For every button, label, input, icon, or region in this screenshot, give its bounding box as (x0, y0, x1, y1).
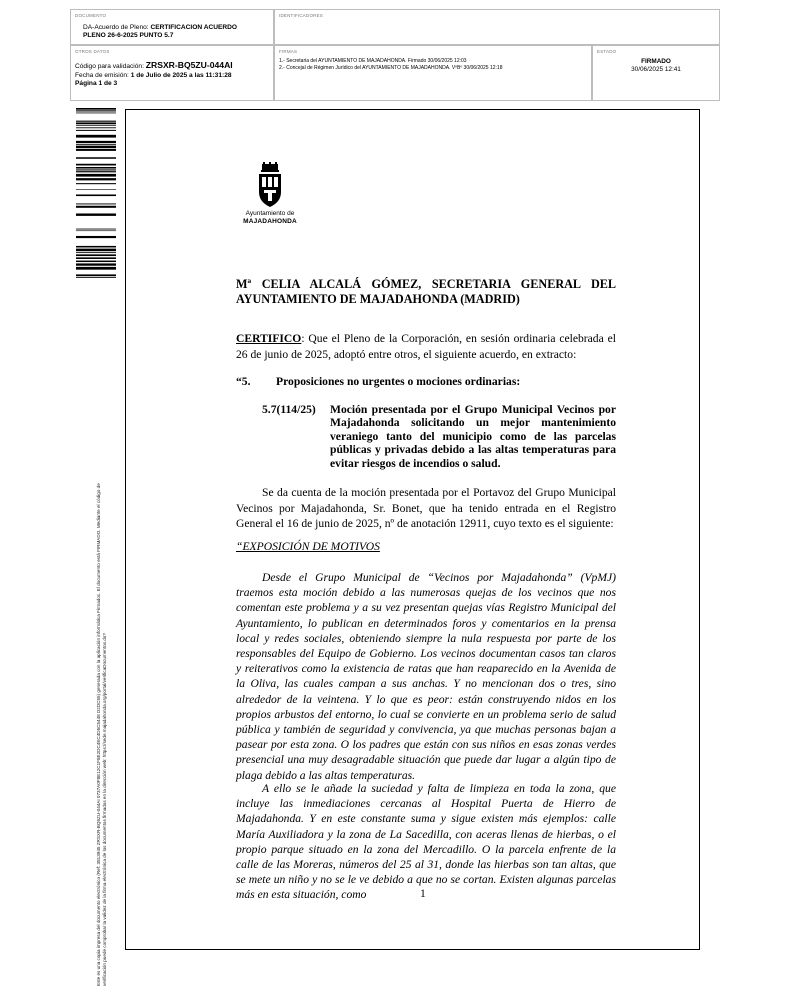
title-line-1: Mª CELIA ALCALÁ GÓMEZ, SECRETARIA GENERAL DEL (236, 277, 616, 291)
proposiciones-heading (236, 375, 616, 388)
item-number: 5.7(114/25) (262, 403, 316, 416)
title-line-2: AYUNTAMIENTO DE MAJADAHONDA (MADRID) (236, 292, 520, 306)
certificate-title (236, 277, 616, 307)
documento-label: DOCUMENTO (75, 13, 107, 18)
verification-side-text (96, 286, 108, 986)
identificadores-box (274, 9, 720, 45)
page-number: 1 (420, 887, 426, 900)
codigo-label: Código para validación: (75, 63, 144, 70)
certifico-label: CERTIFICO (236, 332, 302, 345)
otros-datos-label: OTROS DATOS (75, 49, 110, 54)
firmas-label: FIRMAS (279, 49, 298, 54)
estado-label: ESTADO (597, 49, 617, 54)
otros-datos-box (70, 45, 274, 101)
intro-text: Se da cuenta de la moción presentada por el Portavoz del Grupo Municipal Vecinos por Majadahonda, Sr. Bonet, que ha tenido entrada en el Registro General el 16 de junio de 2025, nº de anotación 12911, cuyo texto es el siguiente: (236, 486, 616, 531)
estado-content (593, 58, 719, 74)
pagina-indicator: Página 1 de 3 (75, 80, 118, 87)
barcode-icon (76, 108, 116, 278)
item-title: Moción presentada por el Grupo Municipal Vecinos por Majadahonda solicitando un mejor mantenimiento veraniego tanto del municipio como de las parcelas públicas y privadas debido a las altas temperaturas para evitar riesgos de incendios o salud. (330, 403, 616, 470)
document-info-box (70, 9, 274, 45)
firma-2: 2.- Concejal de Régimen Jurídico del AYUNTAMIENTO DE MAJADAHONDA. VºBº 30/06/2025 12:18 (279, 65, 503, 71)
logo-line-2: MAJADAHONDA (243, 218, 297, 225)
certifico-text: : Que el Pleno de la Corporación, en sesión ordinaria celebrada el 26 de junio de 2025, adoptó entre otros, el siguiente acuerdo, en extracto: (236, 332, 616, 361)
motivos-paragraph-1 (236, 570, 616, 783)
otros-datos-content (75, 61, 233, 89)
coat-of-arms-icon (256, 162, 284, 208)
section-title: “EXPOSICIÓN DE MOTIVOS (236, 540, 380, 553)
fecha-label: Fecha de emisión: (75, 71, 129, 79)
codigo-validacion[interactable]: ZRSXR-BQ5ZU-044AI (145, 60, 233, 70)
estado-fecha: 30/06/2025 12:41 (631, 66, 681, 73)
proposiciones-number: “5. (236, 375, 251, 388)
documento-title-2: PLENO 26-6-2025 PUNTO 5.7 (83, 32, 174, 39)
fecha-emision: 1 de Julio de 2025 a las 11:31:28 (130, 71, 232, 79)
estado-value: FIRMADO (641, 58, 671, 65)
paragraph-2-text: A ello se le añade la suciedad y falta de limpieza en toda la zona, que incluye las inmediaciones cercanas al Hospital Puerta de Hierro de Majadahonda. Y en este constante suma y sigue existen más ejemplos: calle María Auxiliadora y la zona de La Sacedilla, con aceras llenas de hierbas, o el propio parque situado en la zona del Mercadillo. O la parcela enfrente de la calle de las Moreras, números del 25 al 31, donde las hierbas son tan altas, que se mete un niño y no se le ve debido a que no se cortan. Existen algunas parcelas más en esta situación, como (236, 782, 616, 902)
identificadores-label: IDENTIFICADORES (279, 13, 324, 18)
logo-line-1: Ayuntamiento de (245, 210, 295, 217)
documento-title-1: CERTIFICACION ACUERDO (150, 24, 238, 31)
intro-paragraph (236, 485, 616, 532)
certifico-paragraph (236, 331, 616, 362)
side-text-line-1: Este es una copia impresa del documento electrónico (Ref: 3813945 ZRSXR-BQ5ZU-044AI 0737A0F8E12C1F8E2DC4EC4D5C5448 D2DC55) generada con la aplicación informática Firmadoc. El documento está FIRMADO. Mediante el código de (96, 483, 101, 986)
proposiciones-title: Proposiciones no urgentes o mociones ordinarias: (276, 375, 521, 388)
firmas-box (274, 45, 592, 101)
motivos-paragraph-2 (236, 781, 616, 903)
ayuntamiento-logo (235, 162, 305, 237)
side-text-line-2: verificación puede comprobar la validez de la firma electrónica de los documentos firmados en la dirección web: https://sede.majadahonda.org/portal/verificaDocumentos.do? (102, 633, 107, 986)
firma-1: 1.- Secretaria del AYUNTAMIENTO DE MAJADAHONDA. Firmado 30/06/2025 12:03 (279, 58, 467, 64)
paragraph-1-text: Desde el Grupo Municipal de “Vecinos por Majadahonda” (VpMJ) traemos esta moción debido a las numerosas quejas de los vecinos que nos comentan este problema y a su vez presentan quejas vías Registro Municipal del Ayuntamiento, lo publican en determinados foros y comentarios en la prensa local y redes sociales, obteniendo siempre la nula respuesta por parte de los responsables del Equipo de Gobierno. Los vecinos documentan casos tan claros y reiterativos como la existencia de ratas que han reaparecido en la Avenida de la Oliva, las cuales campan a sus anchas. Y no mencionan dos o tres, sino alrededor de la veintena. Y lo que es peor: están construyendo nidos en los propios arbustos del entorno, lo cual se convierte en un problema serio de salud pública y también de seguridad y convivencia, ya que muchas personas bajan a pasear por esta zona. O los padres que están con sus niños en esas zonas verdes presencial una muy desagradable situación que puede dar lugar a algún tipo de plaga debido a las altas temperaturas. (236, 571, 616, 782)
documento-value (83, 24, 237, 40)
estado-box (592, 45, 720, 101)
documento-prefix: DA-Acuerdo de Pleno: (83, 24, 149, 31)
